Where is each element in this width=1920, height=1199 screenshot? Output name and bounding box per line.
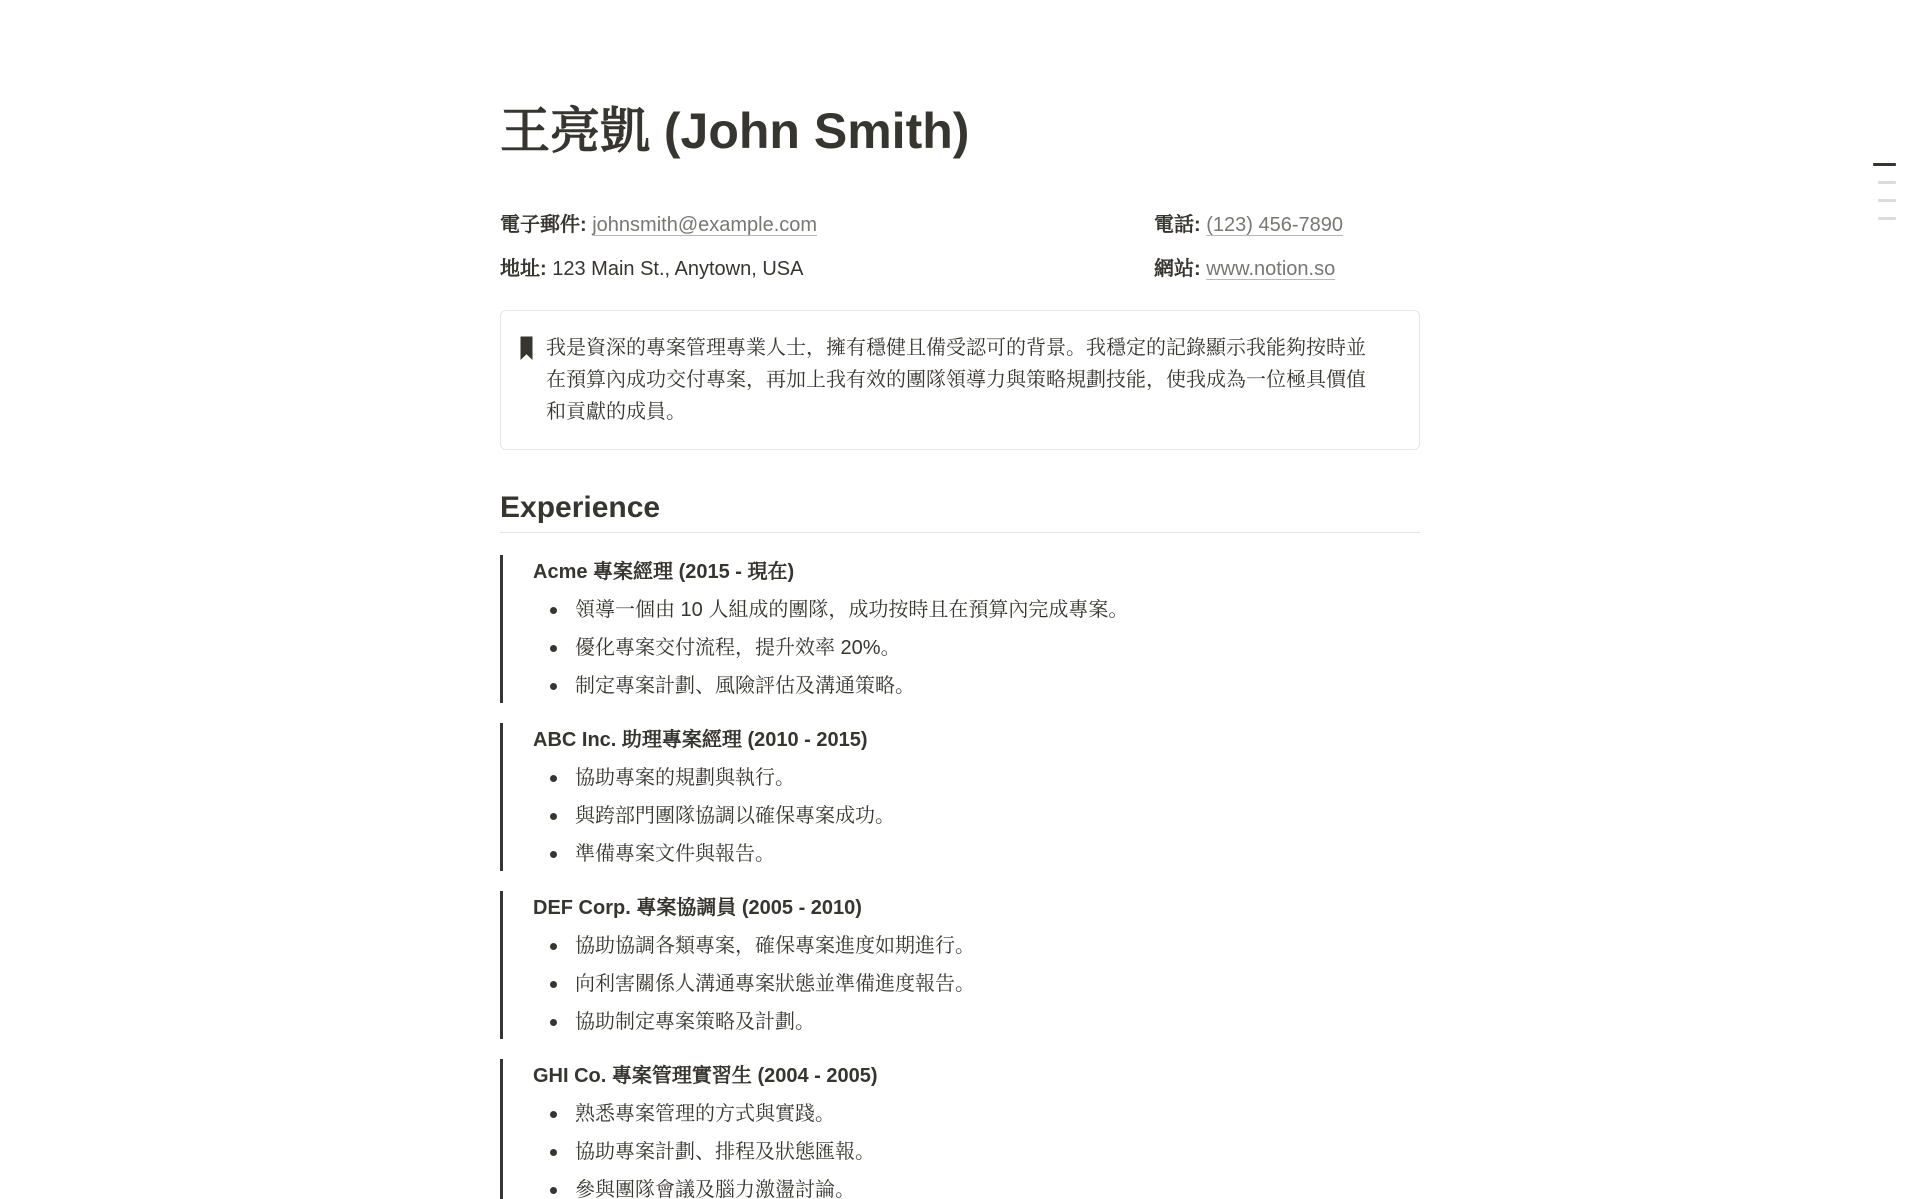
job-title: GHI Co. 專案管理實習生 (2004 - 2005) bbox=[533, 1065, 878, 1087]
job-bullet: 與跨部門團隊協調以確保專案成功。 bbox=[533, 801, 1420, 831]
experience-entry-abc bbox=[500, 723, 1420, 871]
phone-label: 電話: bbox=[1154, 214, 1201, 236]
experience-entry-ghi bbox=[500, 1059, 1420, 1199]
job-title: Acme 專案經理 (2015 - 現在) bbox=[533, 561, 795, 583]
job-bullet: 協助制定專案策略及計劃。 bbox=[533, 1007, 1420, 1037]
job-bullet: 準備專案文件與報告。 bbox=[533, 839, 1420, 869]
job-bullet-list bbox=[533, 763, 1420, 869]
contact-website-row bbox=[1154, 254, 1420, 284]
outline-line-active[interactable] bbox=[1873, 163, 1896, 166]
page-outline-indicator[interactable] bbox=[1873, 163, 1896, 220]
website-label: 網站: bbox=[1154, 258, 1201, 280]
job-bullet: 制定專案計劃、風險評估及溝通策略。 bbox=[533, 671, 1420, 701]
email-link[interactable]: johnsmith@example.com bbox=[592, 214, 818, 236]
contact-address-row bbox=[500, 254, 1154, 284]
job-bullet: 熟悉專案管理的方式與實踐。 bbox=[533, 1099, 1420, 1129]
bookmark-icon bbox=[515, 332, 537, 364]
experience-entry-acme bbox=[500, 555, 1420, 703]
job-bullet: 參與團隊會議及腦力激盪討論。 bbox=[533, 1175, 1420, 1199]
job-bullet: 向利害關係人溝通專案狀態並準備進度報告。 bbox=[533, 969, 1420, 999]
email-label: 電子郵件: bbox=[500, 214, 587, 236]
job-bullet: 領導一個由 10 人組成的團隊，成功按時且在預算內完成專案。 bbox=[533, 595, 1420, 625]
job-bullet-list bbox=[533, 595, 1420, 701]
contact-info bbox=[500, 210, 1420, 284]
outline-line[interactable] bbox=[1878, 181, 1896, 184]
website-link[interactable]: www.notion.so bbox=[1206, 258, 1336, 280]
experience-heading: Experience bbox=[500, 490, 1420, 533]
page-title: 王亮凱 (John Smith) bbox=[500, 103, 970, 159]
experience-entry-def bbox=[500, 891, 1420, 1039]
address-value: 123 Main St., Anytown, USA bbox=[552, 258, 804, 280]
job-bullet-list bbox=[533, 1099, 1420, 1199]
summary-text: 我是資深的專案管理專業人士，擁有穩健且備受認可的背景。我穩定的記錄顯示我能夠按時並在預算內成功交付專案，再加上我有效的團隊領導力與策略規劃技能，使我成為一位極具價值和貢獻的成員。 bbox=[546, 337, 1366, 423]
job-title: DEF Corp. 專案協調員 (2005 - 2010) bbox=[533, 897, 862, 919]
address-label: 地址: bbox=[500, 258, 547, 280]
job-bullet-list bbox=[533, 931, 1420, 1037]
job-title: ABC Inc. 助理專案經理 (2010 - 2015) bbox=[533, 729, 868, 751]
outline-line[interactable] bbox=[1878, 217, 1896, 220]
contact-phone-row bbox=[1154, 210, 1420, 240]
resume-page bbox=[500, 0, 1420, 1199]
job-bullet: 協助專案計劃、排程及狀態匯報。 bbox=[533, 1137, 1420, 1167]
contact-email-row bbox=[500, 210, 1154, 240]
job-bullet: 優化專案交付流程，提升效率 20%。 bbox=[533, 633, 1420, 663]
outline-line[interactable] bbox=[1878, 199, 1896, 202]
job-bullet: 協助協調各類專案，確保專案進度如期進行。 bbox=[533, 931, 1420, 961]
summary-callout bbox=[500, 310, 1420, 450]
job-bullet: 協助專案的規劃與執行。 bbox=[533, 763, 1420, 793]
phone-link[interactable]: (123) 456-7890 bbox=[1206, 214, 1344, 236]
